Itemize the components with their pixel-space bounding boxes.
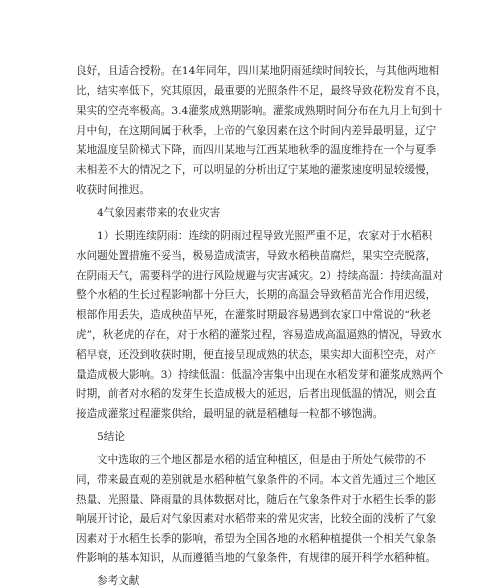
paragraph-line: 虎”，秋老虎的存在，对于水稻的灌浆过程，容易造成高温逼熟的情况，导致水 [76,329,442,341]
paragraph-line: 未相差不大的情况之下，可以明显的分析出辽宁某地的灌浆速度明显较缓慢， [76,164,437,176]
paragraph-line: 稻早衰，还没到收获时期，便直接呈现成熟的状态，果实却大面积空壳，对产 [76,349,437,361]
paragraph-line: 在阴雨天气，需要科学的进行风险规避与灾害减灾。2）持续高温：持续高温对 [76,270,443,282]
paragraph-line: 果实的空壳率极高。3.4灌浆成熟期影响。灌浆成熟期时间分布在九月上旬到十 [76,105,443,117]
paragraph-line: 良好，且适合授粉。在14年同年，四川某地阴雨延续时间较长，与其他两地相 [76,65,440,77]
section-heading: 4气象因素带来的农业灾害 [97,207,221,219]
paragraph-line: 同，带来最直观的差别就是水稻种植气象条件的不同。本文首先通过三个地区 [76,474,437,486]
paragraph-line: 响展开讨论，最后对气象因素对水稻带来的常见灾害，比较全面的浅析了气象 [76,513,437,525]
paragraph-line: 水问题处置措施不妥当，极易造成渍害，导致水稻秧苗腐烂，果实空壳脱落， [76,250,437,262]
paragraph-line: 收获时间推迟。 [76,184,151,196]
paragraph-line: 月中旬，在这期间属于秋季，上帝的气象因素在这个时间内差异最明显，辽宁 [76,125,437,137]
paragraph-line: 接造成灌浆过程灌浆供给，最明显的就是稻穗每一粒都不够饱满。 [76,408,384,420]
paragraph-line: 件影响的基本知识，从而遵循当地的气象条件，有规律的展开科学水稻种植。 [76,552,437,564]
paragraph-line: 根部作用丢失，造成秧苗早死，在灌浆时期最容易遇到农家口中常说的“秋老 [76,309,432,321]
section-heading: 5结论 [97,431,125,443]
paragraph-line: 热量、光照量、降雨量的具体数据对比，随后在气象条件对于水稻生长季的影 [76,494,437,506]
paragraph-line: 整个水稻的生长过程影响都十分巨大，长期的高温会导致稻苗光合作用迟缓， [76,289,437,301]
paragraph-line: 比，结实率低下，究其原因，最重要的光照条件不足，最终导致花粉发育不良， [76,85,447,97]
paragraph-line: 时期，前者对水稻的发芽生长造成极大的延迟，后者出现低温的情况，则会直 [76,388,437,400]
paragraph-line: 文中选取的三个地区都是水稻的适宜种植区，但是由于所处气候带的不 [97,454,426,466]
paragraph-line: 1）长期连续阴雨：连续的阴雨过程导致光照严重不足，农家对于水稻积 [97,230,433,242]
references-heading: 参考文献 [97,575,140,587]
paragraph-line: 某地温度呈阶梯式下降，而四川某地与江西某地秋季的温度维持在一个与夏季 [76,144,437,156]
paragraph-line: 因素对于水稻生长季的影响，希望为全国各地的水稻种植提供一个相关气象条 [76,533,437,545]
paragraph-line: 量造成极大影响。3）持续低温：低温冷害集中出现在水稻发芽和灌浆成熟两个 [76,369,443,381]
